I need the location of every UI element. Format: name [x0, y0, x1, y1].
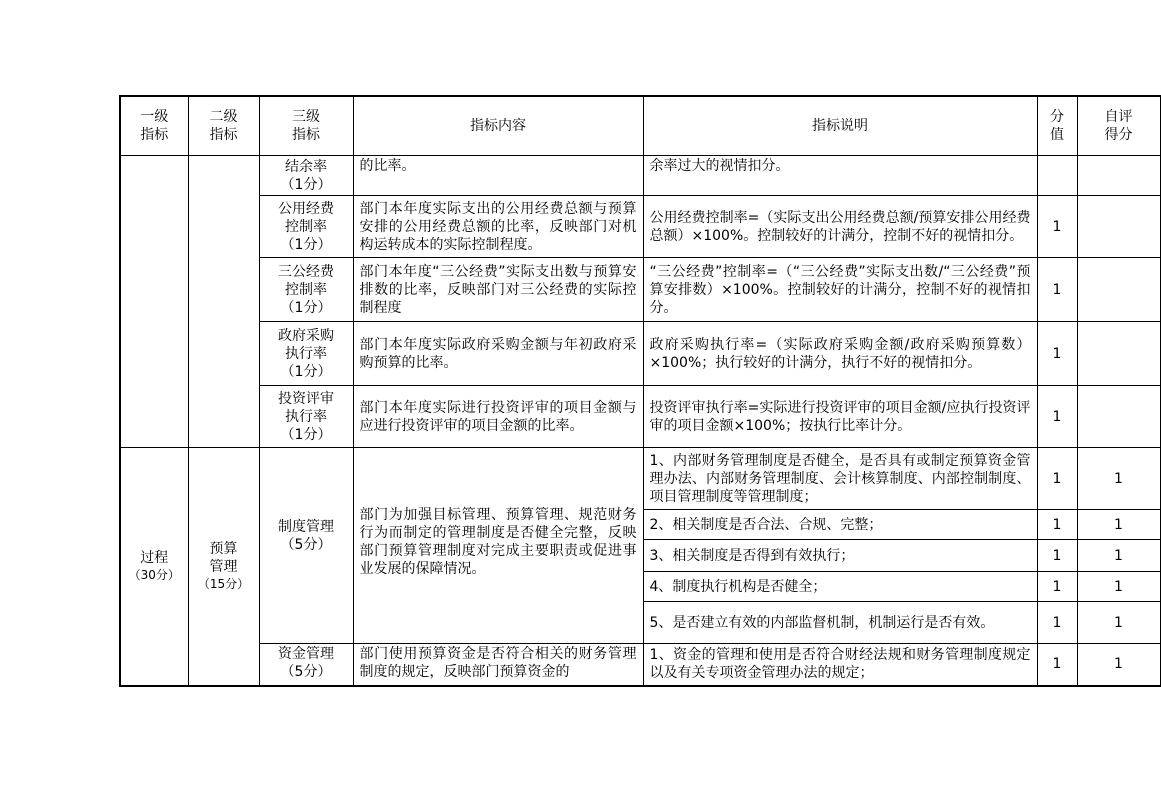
header-self-score: 自评 得分 [1077, 96, 1160, 156]
system-content-cell: 部门为加强目标管理、预算管理、规范财务行为而制定的管理制度是否健全完整，反映部门预算管理制度对完成主要职责或促进事业发展的保障情况。 [353, 448, 643, 644]
score-cell: 1 [1037, 602, 1077, 644]
explain-cell: 余率过大的视情扣分。 [643, 156, 1037, 196]
level1-process-name: 过程 [140, 550, 169, 567]
explain-cell: 政府采购执行率=（实际政府采购金额/政府采购预算数）×100%；执行较好的计满分，执行不好的视情扣分。 [643, 322, 1037, 386]
level3-cell: 政府采购 执行率 （1分） [259, 322, 353, 386]
level1-process-score: （30分） [128, 568, 180, 583]
table-row [120, 448, 1160, 510]
level3-cell: 公用经费 控制率 （1分） [259, 196, 353, 258]
score-cell: 1 [1037, 644, 1077, 686]
self-score-cell: 1 [1077, 644, 1160, 686]
system-explain-cell: 4、制度执行机构是否健全； [643, 572, 1037, 602]
self-score-cell [1077, 196, 1160, 258]
level3-system-cell: 制度管理 （5分） [259, 448, 353, 644]
table-row [120, 644, 1160, 686]
self-score-cell: 1 [1077, 448, 1160, 510]
content-cell: 的比率。 [353, 156, 643, 196]
self-score-cell: 1 [1077, 510, 1160, 540]
funds-content-cell: 部门使用预算资金是否符合相关的财务管理制度的规定，反映部门预算资金的 [353, 644, 643, 686]
system-explain-cell: 1、内部财务管理制度是否健全，是否具有或制定预算资金管理办法、内部财务管理制度、会计核算制度、内部控制制度、项目管理制度等管理制度； [643, 448, 1037, 510]
score-cell: 1 [1037, 196, 1077, 258]
level3-cell: 三公经费 控制率 （1分） [259, 258, 353, 322]
score-cell: 1 [1037, 540, 1077, 572]
level3-cell: 结余率 （1分） [259, 156, 353, 196]
score-cell: 1 [1037, 322, 1077, 386]
content-cell: 部门本年度实际政府采购金额与年初政府采购预算的比率。 [353, 322, 643, 386]
level1-cell-empty [120, 156, 188, 448]
funds-explain-cell: 1、资金的管理和使用是否符合财经法规和财务管理制度规定以及有关专项资金管理办法的规定； [643, 644, 1037, 686]
self-score-cell: 1 [1077, 602, 1160, 644]
table-row [120, 322, 1160, 386]
system-explain-cell: 2、相关制度是否合法、合规、完整； [643, 510, 1037, 540]
self-score-cell [1077, 156, 1160, 196]
score-cell: 1 [1037, 386, 1077, 448]
level3-funds-cell: 资金管理 （5分） [259, 644, 353, 686]
header-level2: 二级 指标 [188, 96, 259, 156]
evaluation-table-page [119, 95, 1133, 687]
content-cell: 部门本年度实际支出的公用经费总额与预算安排的公用经费总额的比率，反映部门对机构运转成本的实际控制程度。 [353, 196, 643, 258]
level3-cell: 投资评审 执行率 （1分） [259, 386, 353, 448]
header-content: 指标内容 [353, 96, 643, 156]
system-explain-cell: 5、是否建立有效的内部监督机制，机制运行是否有效。 [643, 602, 1037, 644]
header-explain: 指标说明 [643, 96, 1037, 156]
level1-process-cell [120, 448, 188, 686]
content-cell: 部门本年度“三公经费”实际支出数与预算安排数的比率，反映部门对三公经费的实际控制程度 [353, 258, 643, 322]
table-row [120, 258, 1160, 322]
level2-budget-cell [188, 448, 259, 686]
header-level3: 三级 指标 [259, 96, 353, 156]
evaluation-table [119, 95, 1161, 687]
self-score-cell: 1 [1077, 540, 1160, 572]
table-row [120, 196, 1160, 258]
score-cell: 1 [1037, 448, 1077, 510]
level2-budget-score: （15分） [197, 577, 250, 592]
score-cell [1037, 156, 1077, 196]
self-score-cell [1077, 258, 1160, 322]
explain-cell: “三公经费”控制率=（“三公经费”实际支出数/“三公经费”预算安排数）×100%。控制较好的计满分，控制不好的视情扣分。 [643, 258, 1037, 322]
header-row [120, 96, 1160, 156]
header-score: 分 值 [1037, 96, 1077, 156]
table-row [120, 386, 1160, 448]
level2-budget-name: 预算 管理 [209, 541, 238, 576]
level2-cell-empty [188, 156, 259, 448]
self-score-cell [1077, 386, 1160, 448]
explain-cell: 投资评审执行率=实际进行投资评审的项目金额/应执行投资评审的项目金额×100%；按执行比率计分。 [643, 386, 1037, 448]
table-row [120, 156, 1160, 196]
self-score-cell [1077, 322, 1160, 386]
explain-cell: 公用经费控制率=（实际支出公用经费总额/预算安排公用经费总额）×100%。控制较好的计满分，控制不好的视情扣分。 [643, 196, 1037, 258]
self-score-cell: 1 [1077, 572, 1160, 602]
header-level1: 一级 指标 [120, 96, 188, 156]
score-cell: 1 [1037, 258, 1077, 322]
system-explain-cell: 3、相关制度是否得到有效执行； [643, 540, 1037, 572]
content-cell: 部门本年度实际进行投资评审的项目金额与应进行投资评审的项目金额的比率。 [353, 386, 643, 448]
score-cell: 1 [1037, 510, 1077, 540]
score-cell: 1 [1037, 572, 1077, 602]
